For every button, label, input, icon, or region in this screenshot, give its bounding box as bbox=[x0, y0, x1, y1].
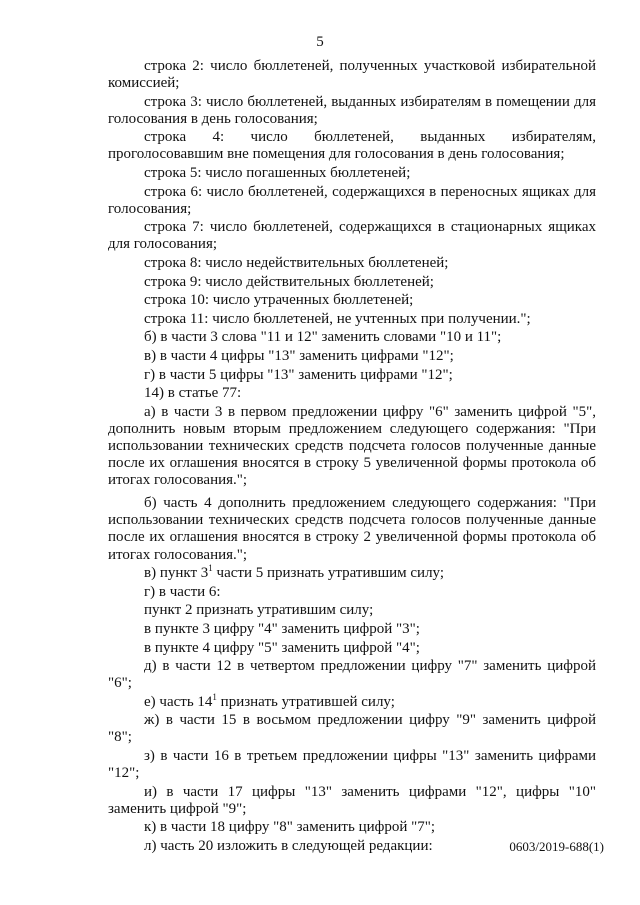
paragraph: строка 5: число погашенных бюллетеней; bbox=[144, 165, 411, 182]
paragraph: ж) в части 15 в восьмом предложении цифру "9" заменить цифрой "8"; bbox=[108, 712, 596, 746]
paragraph: к) в части 18 цифру "8" заменить цифрой "7"; bbox=[144, 819, 436, 836]
document-code: 0603/2019-688(1) bbox=[509, 839, 604, 854]
paragraph: в) в части 4 цифры "13" заменить цифрами "12"; bbox=[144, 348, 454, 364]
paragraph: строка 4: число бюллетеней, выданных избирателям, проголосовавшим вне помещения для голосования в день голосования; bbox=[108, 129, 596, 163]
paragraph: г) в части 5 цифры "13" заменить цифрами "12"; bbox=[144, 366, 453, 383]
paragraph: 14) в статье 77: bbox=[144, 385, 242, 402]
document-body bbox=[108, 58, 596, 857]
paragraph: в пункте 3 цифру "4" заменить цифрой "3"; bbox=[144, 620, 420, 637]
paragraph: и) в части 17 цифры "13" заменить цифрами "12", цифры "10" заменить цифрой "9"; bbox=[108, 783, 596, 817]
paragraph: а) в части 3 в первом предложении цифру "6" заменить цифрой "5", дополнить новым вторым предложением следующего содержания: "При использовании технических средств подсчета голосов полученные данные после их оглашения вносятся в строку 5 увеличенной формы протокола об итогах голосования."; bbox=[108, 403, 596, 489]
paragraph: строка 9: число действительных бюллетеней; bbox=[144, 273, 434, 290]
item-e-text-rest: признать утратившей силу; bbox=[216, 693, 395, 710]
item-v-text-rest: части 5 признать утратившим силу; bbox=[212, 565, 445, 582]
paragraph: л) часть 20 изложить в следующей редакции: bbox=[144, 838, 433, 855]
paragraph: строка 2: число бюллетеней, полученных участковой избирательной комиссией; bbox=[108, 58, 596, 92]
item-v-superscript: 1 bbox=[208, 563, 213, 574]
paragraph: г) в части 6: bbox=[144, 583, 221, 600]
paragraph-item-e bbox=[108, 691, 596, 711]
paragraph-item-v bbox=[108, 565, 596, 582]
item-v-text: в) пункт 3 bbox=[144, 565, 209, 582]
paragraph: б) в части 3 слова "11 и 12" заменить словами "10 и 11"; bbox=[144, 329, 502, 346]
paragraph: д) в части 12 в четвертом предложении цифру "7" заменить цифрой "6"; bbox=[108, 658, 596, 692]
paragraph: з) в части 16 в третьем предложении цифры "13" заменить цифрами "12"; bbox=[108, 748, 596, 782]
paragraph: б) часть 4 дополнить предложением следующего содержания: "При использовании технических средств подсчета голосов полученные данные после их оглашения вносятся в строку 2 увеличенной формы протокола об итогах голосования."; bbox=[108, 495, 596, 563]
paragraph: строка 11: число бюллетеней, не учтенных при получении."; bbox=[144, 310, 531, 327]
paragraph: строка 3: число бюллетеней, выданных избирателям в помещении для голосования в день голосования; bbox=[108, 93, 596, 127]
paragraph: строка 8: число недействительных бюллетеней; bbox=[144, 255, 449, 272]
item-e-text: е) часть 14 bbox=[144, 693, 213, 710]
paragraph: пункт 2 признать утратившим силу; bbox=[144, 602, 374, 619]
paragraph: строка 10: число утраченных бюллетеней; bbox=[144, 292, 414, 309]
page-number: 5 bbox=[316, 34, 324, 50]
paragraph: в пункте 4 цифру "5" заменить цифрой "4"; bbox=[144, 639, 420, 656]
paragraph: строка 6: число бюллетеней, содержащихся в переносных ящиках для голосования; bbox=[108, 183, 596, 217]
paragraph: строка 7: число бюллетеней, содержащихся в стационарных ящиках для голосования; bbox=[108, 219, 596, 253]
item-e-superscript: 1 bbox=[212, 691, 217, 702]
